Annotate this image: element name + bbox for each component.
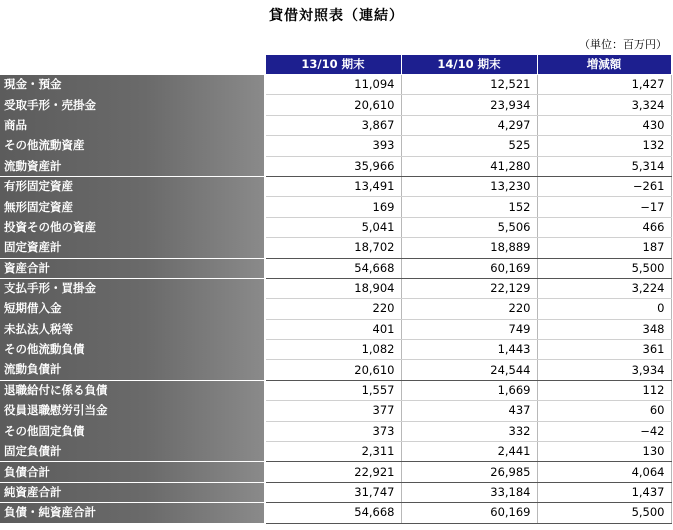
- value-current-period: 749: [401, 319, 537, 339]
- value-current-period: 437: [401, 401, 537, 421]
- value-prev-period: 13,491: [265, 176, 401, 196]
- value-current-period: 1,443: [401, 340, 537, 360]
- value-prev-period: 5,041: [265, 217, 401, 237]
- table-row: [0, 442, 671, 462]
- value-current-period: 60,169: [401, 503, 537, 523]
- value-prev-period: 373: [265, 421, 401, 441]
- row-label: 受取手形・売掛金: [0, 95, 265, 115]
- value-prev-period: 1,557: [265, 380, 401, 400]
- value-current-period: 13,230: [401, 176, 537, 196]
- value-change: 132: [537, 136, 671, 156]
- value-prev-period: 2,311: [265, 442, 401, 462]
- table-row: [0, 75, 671, 95]
- table-row: [0, 197, 671, 217]
- value-prev-period: 35,966: [265, 156, 401, 176]
- value-prev-period: 3,867: [265, 115, 401, 135]
- table-row: [0, 115, 671, 135]
- table-row: [0, 156, 671, 176]
- row-label: 負債・純資産合計: [0, 503, 265, 523]
- row-label: その他固定負債: [0, 421, 265, 441]
- row-label: 役員退職慰労引当金: [0, 401, 265, 421]
- table-row: [0, 136, 671, 156]
- table-row: [0, 503, 671, 523]
- row-label: 無形固定資産: [0, 197, 265, 217]
- row-label: 固定負債計: [0, 442, 265, 462]
- row-label: 商品: [0, 115, 265, 135]
- value-current-period: 12,521: [401, 75, 537, 95]
- value-change: 3,224: [537, 278, 671, 298]
- value-change: 361: [537, 340, 671, 360]
- row-label: 資産合計: [0, 258, 265, 278]
- value-prev-period: 20,610: [265, 95, 401, 115]
- row-label: 退職給付に係る負債: [0, 380, 265, 400]
- value-change: 1,427: [537, 75, 671, 95]
- row-label: 支払手形・買掛金: [0, 278, 265, 298]
- value-current-period: 220: [401, 299, 537, 319]
- table-row: [0, 176, 671, 196]
- value-current-period: 22,129: [401, 278, 537, 298]
- value-prev-period: 220: [265, 299, 401, 319]
- value-prev-period: 18,904: [265, 278, 401, 298]
- unit-note: （単位：百万円）: [579, 38, 667, 51]
- value-current-period: 23,934: [401, 95, 537, 115]
- table-body: [0, 75, 671, 524]
- value-prev-period: 11,094: [265, 75, 401, 95]
- value-prev-period: 169: [265, 197, 401, 217]
- table-row: [0, 421, 671, 441]
- value-change: −261: [537, 176, 671, 196]
- row-label: 現金・預金: [0, 75, 265, 95]
- value-prev-period: 20,610: [265, 360, 401, 380]
- value-prev-period: 1,082: [265, 340, 401, 360]
- value-change: 1,437: [537, 482, 671, 502]
- value-current-period: 4,297: [401, 115, 537, 135]
- value-current-period: 332: [401, 421, 537, 441]
- table-row: [0, 258, 671, 278]
- table-row: [0, 217, 671, 237]
- value-prev-period: 377: [265, 401, 401, 421]
- value-prev-period: 54,668: [265, 258, 401, 278]
- row-label: 有形固定資産: [0, 176, 265, 196]
- value-current-period: 2,441: [401, 442, 537, 462]
- value-prev-period: 22,921: [265, 462, 401, 482]
- row-label: 固定資産計: [0, 238, 265, 258]
- value-change: 5,500: [537, 503, 671, 523]
- value-change: 3,934: [537, 360, 671, 380]
- value-current-period: 41,280: [401, 156, 537, 176]
- row-label: 流動負債計: [0, 360, 265, 380]
- row-label: その他流動負債: [0, 340, 265, 360]
- value-prev-period: 401: [265, 319, 401, 339]
- table-row: [0, 278, 671, 298]
- value-current-period: 24,544: [401, 360, 537, 380]
- value-current-period: 26,985: [401, 462, 537, 482]
- row-label: その他流動資産: [0, 136, 265, 156]
- row-label: 投資その他の資産: [0, 217, 265, 237]
- page-title: 貸借対照表（連結）: [269, 8, 404, 24]
- value-prev-period: 393: [265, 136, 401, 156]
- value-current-period: 5,506: [401, 217, 537, 237]
- value-prev-period: 18,702: [265, 238, 401, 258]
- table-row: [0, 401, 671, 421]
- row-label: 短期借入金: [0, 299, 265, 319]
- header-prev-period: 13/10 期末: [265, 55, 401, 75]
- value-current-period: 33,184: [401, 482, 537, 502]
- table-row: [0, 360, 671, 380]
- row-label: 流動資産計: [0, 156, 265, 176]
- header-row: [0, 55, 671, 75]
- table-row: [0, 482, 671, 502]
- row-label: 負債合計: [0, 462, 265, 482]
- value-change: 4,064: [537, 462, 671, 482]
- value-change: 112: [537, 380, 671, 400]
- value-change: 60: [537, 401, 671, 421]
- value-change: −17: [537, 197, 671, 217]
- value-change: 466: [537, 217, 671, 237]
- value-prev-period: 54,668: [265, 503, 401, 523]
- value-change: 5,500: [537, 258, 671, 278]
- value-current-period: 60,169: [401, 258, 537, 278]
- value-change: 5,314: [537, 156, 671, 176]
- table-row: [0, 340, 671, 360]
- row-label: 純資産合計: [0, 482, 265, 502]
- table-row: [0, 299, 671, 319]
- table-row: [0, 462, 671, 482]
- value-current-period: 152: [401, 197, 537, 217]
- row-label: 未払法人税等: [0, 319, 265, 339]
- value-change: 187: [537, 238, 671, 258]
- table-row: [0, 380, 671, 400]
- header-current-period: 14/10 期末: [401, 55, 537, 75]
- value-change: 0: [537, 299, 671, 319]
- balance-sheet-table: [0, 54, 672, 524]
- table-row: [0, 95, 671, 115]
- header-corner: [0, 55, 265, 75]
- value-current-period: 525: [401, 136, 537, 156]
- value-current-period: 1,669: [401, 380, 537, 400]
- value-current-period: 18,889: [401, 238, 537, 258]
- value-change: 130: [537, 442, 671, 462]
- value-change: −42: [537, 421, 671, 441]
- header-change: 増減額: [537, 55, 671, 75]
- value-prev-period: 31,747: [265, 482, 401, 502]
- table-row: [0, 238, 671, 258]
- value-change: 3,324: [537, 95, 671, 115]
- value-change: 348: [537, 319, 671, 339]
- table-row: [0, 319, 671, 339]
- value-change: 430: [537, 115, 671, 135]
